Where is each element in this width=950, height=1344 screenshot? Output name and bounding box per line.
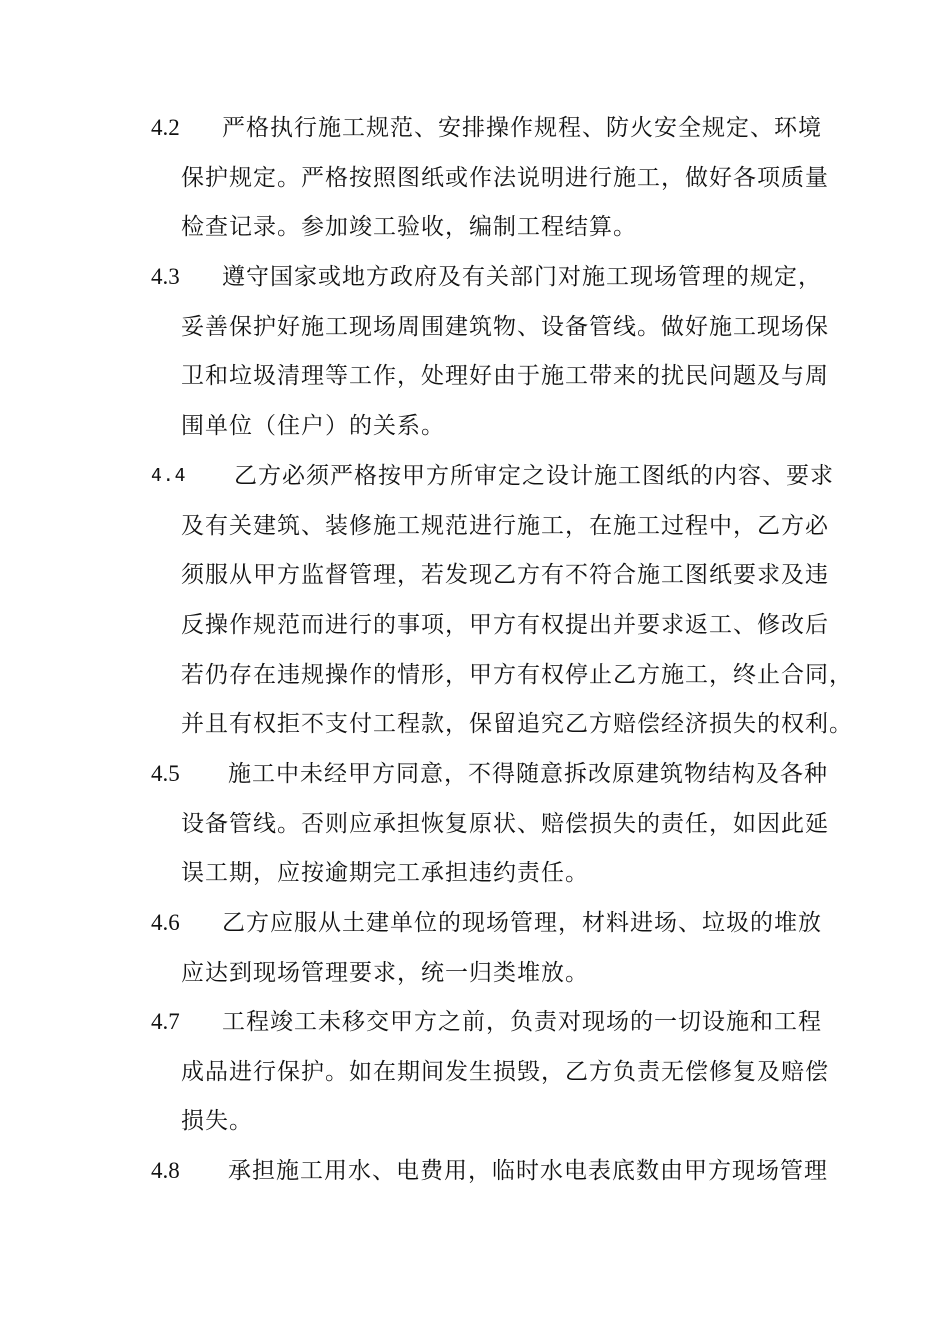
clause-text-line: 损失。 [181,1108,253,1134]
clause-text-line: 妥善保护好施工现场周围建筑物、设备管线。做好施工现场保 [181,314,829,340]
clause-text-line: 工程竣工未移交甲方之前，负责对现场的一切设施和工程 [222,1009,822,1035]
clause-text-line: 检查记录。参加竣工验收，编制工程结算。 [181,214,637,240]
clause-number: 4.5 [151,761,180,786]
clause-text-line: 保护规定。严格按照图纸或作法说明进行施工，做好各项质量 [181,165,829,191]
clause-number: 4.6 [151,910,180,935]
clause-number: 4.3 [151,264,180,289]
clause-number: 4.8 [151,1158,180,1183]
clause-number: 4.4 [151,465,187,486]
clause-text-line: 乙方必须严格按甲方所审定之设计施工图纸的内容、要求 [234,463,834,489]
clause-text-line: 若仍存在违规操作的情形，甲方有权停止乙方施工，终止合同， [181,662,853,688]
clause-text-line: 误工期，应按逾期完工承担违约责任。 [181,860,589,886]
clause-text-line: 应达到现场管理要求，统一归类堆放。 [181,960,589,986]
clause-text-line: 反操作规范而进行的事项，甲方有权提出并要求返工、修改后 [181,612,829,638]
clause-number: 4.7 [151,1009,180,1034]
clause-text-line: 成品进行保护。如在期间发生损毁，乙方负责无偿修复及赔偿 [181,1059,829,1085]
clause-text-line: 承担施工用水、电费用，临时水电表底数由甲方现场管理 [228,1158,828,1184]
clause-number: 4.2 [151,115,180,140]
clause-text-line: 及有关建筑、装修施工规范进行施工，在施工过程中，乙方必 [181,513,829,539]
clause-text-line: 严格执行施工规范、安排操作规程、防火安全规定、环境 [222,115,822,141]
clause-text-line: 并且有权拒不支付工程款，保留追究乙方赔偿经济损失的权利。 [181,711,853,737]
clause-text-line: 卫和垃圾清理等工作，处理好由于施工带来的扰民问题及与周 [181,363,829,389]
clause-text-line: 施工中未经甲方同意，不得随意拆改原建筑物结构及各种 [228,761,828,787]
clause-text-line: 围单位（住户）的关系。 [181,413,445,439]
clause-text-line: 遵守国家或地方政府及有关部门对施工现场管理的规定， [222,264,822,290]
clause-text-line: 设备管线。否则应承担恢复原状、赔偿损失的责任，如因此延 [181,811,829,837]
clause-text-line: 乙方应服从土建单位的现场管理，材料进场、垃圾的堆放 [222,910,822,936]
clause-text-line: 须服从甲方监督管理，若发现乙方有不符合施工图纸要求及违 [181,562,829,588]
